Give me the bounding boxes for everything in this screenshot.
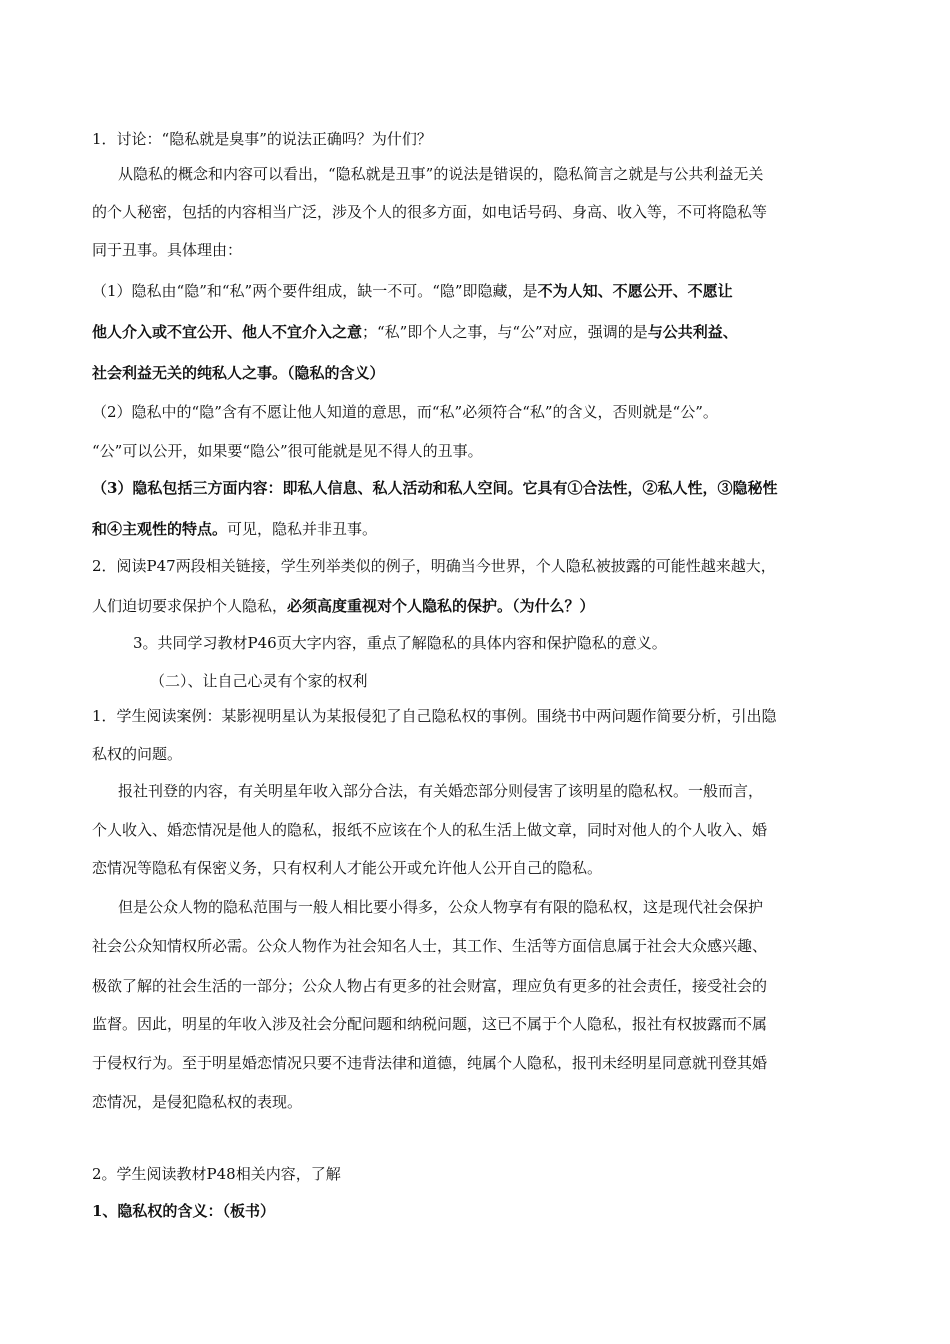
paragraph-line: 监督。因此，明星的年收入涉及社会分配问题和纳税问题，这已不属于个人隐私，报社有权披露而不属 bbox=[92, 1015, 768, 1033]
question-2-bold: 必须高度重视对个人隐私的保护。（为什么？） bbox=[287, 597, 595, 615]
paragraph-line: 于侵权行为。至于明星婚恋情况只要不违背法律和道德，纯属个人隐私，报刊未经明星同意就刊登其婚 bbox=[92, 1054, 768, 1072]
paragraph-line: 恋情况，是侵犯隐私权的表现。 bbox=[92, 1093, 303, 1111]
reason-1-line bbox=[92, 321, 738, 343]
reason-1-text: （1）隐私由“隐”和“私”两个要件组成，缺一不可。“隐”即隐藏，是 bbox=[92, 282, 538, 300]
case-line: 私权的问题。 bbox=[92, 745, 183, 763]
question-2-line bbox=[92, 595, 595, 617]
reason-3-text: 可见，隐私并非丑事。 bbox=[227, 520, 378, 538]
paragraph-line: 报社刊登的内容，有关明星年收入部分合法，有关婚恋部分则侵害了该明星的隐私权。一般而言， bbox=[118, 782, 764, 800]
board-heading: 1、隐私权的含义：（板书） bbox=[92, 1202, 275, 1220]
paragraph-line: 恋情况等隐私有保密义务，只有权利人才能公开或允许他人公开自己的隐私。 bbox=[92, 859, 603, 877]
case-line: 1．学生阅读案例：某影视明星认为某报侵犯了自己隐私权的事例。围绕书中两问题作简要分析，引出隐 bbox=[92, 707, 777, 725]
question-1: 1．讨论：“隐私就是臭事”的说法正确吗？为什们？ bbox=[92, 130, 432, 148]
question-2-line: 2．阅读P47两段相关链接，学生列举类似的例子，明确当今世界，个人隐私被披露的可能性越来越大， bbox=[92, 557, 776, 575]
paragraph-line: 极欲了解的社会生活的一部分；公众人物占有更多的社会财富，理应负有更多的社会责任，接受社会的 bbox=[92, 977, 768, 995]
reason-1-line bbox=[92, 280, 733, 302]
paragraph-line: 同于丑事。具体理由： bbox=[92, 241, 243, 259]
paragraph-line: 的个人秘密，包括的内容相当广泛，涉及个人的很多方面，如电话号码、身高、收入等，不可将隐私等 bbox=[92, 203, 768, 221]
reason-1-text: ；“私”即个人之事，与“公”对应，强调的是 bbox=[362, 323, 648, 341]
reason-1-line: 社会利益无关的纯私人之事。（隐私的含义） bbox=[92, 364, 385, 382]
reason-3-line: （3）隐私包括三方面内容：即私人信息、私人活动和私人空间。它具有①合法性，②私人性，③隐秘性 bbox=[92, 479, 778, 497]
reason-1-bold: 与公共利益、 bbox=[647, 323, 738, 341]
paragraph-line: 社会公众知情权所必需。公众人物作为社会知名人士，其工作、生活等方面信息属于社会大众感兴趣、 bbox=[92, 937, 768, 955]
reason-3-line bbox=[92, 518, 377, 540]
reason-3-bold: 和④主观性的特点。 bbox=[92, 520, 228, 538]
paragraph-line: 从隐私的概念和内容可以看出，“隐私就是丑事”的说法是错误的，隐私简言之就是与公共利益无关 bbox=[118, 165, 764, 183]
paragraph-line: 但是公众人物的隐私范围与一般人相比要小得多，公众人物享有有限的隐私权，这是现代社会保护 bbox=[118, 898, 764, 916]
section-heading: （二）、让自己心灵有个家的权利 bbox=[150, 672, 368, 690]
reason-2-line: “公”可以公开，如果要“隐公”很可能就是见不得人的丑事。 bbox=[92, 442, 483, 460]
question-3: 3。共同学习教材P46页大字内容，重点了解隐私的具体内容和保护隐私的意义。 bbox=[133, 634, 667, 652]
reason-2-line: （2）隐私中的“隐”含有不愿让他人知道的意思，而“私”必须符合“私”的含义，否则就是“公”。 bbox=[92, 403, 718, 421]
reason-1-bold: 他人介入或不宜公开、他人不宜介入之意 bbox=[92, 323, 363, 341]
paragraph-line: 个人收入、婚恋情况是他人的隐私，报纸不应该在个人的私生活上做文章，同时对他人的个人收入、婚 bbox=[92, 821, 768, 839]
question-2-text: 人们迫切要求保护个人隐私， bbox=[92, 597, 288, 615]
case-2-line: 2。学生阅读教材P48相关内容，了解 bbox=[92, 1165, 341, 1183]
reason-1-bold: 不为人知、不愿公开、不愿让 bbox=[537, 282, 733, 300]
